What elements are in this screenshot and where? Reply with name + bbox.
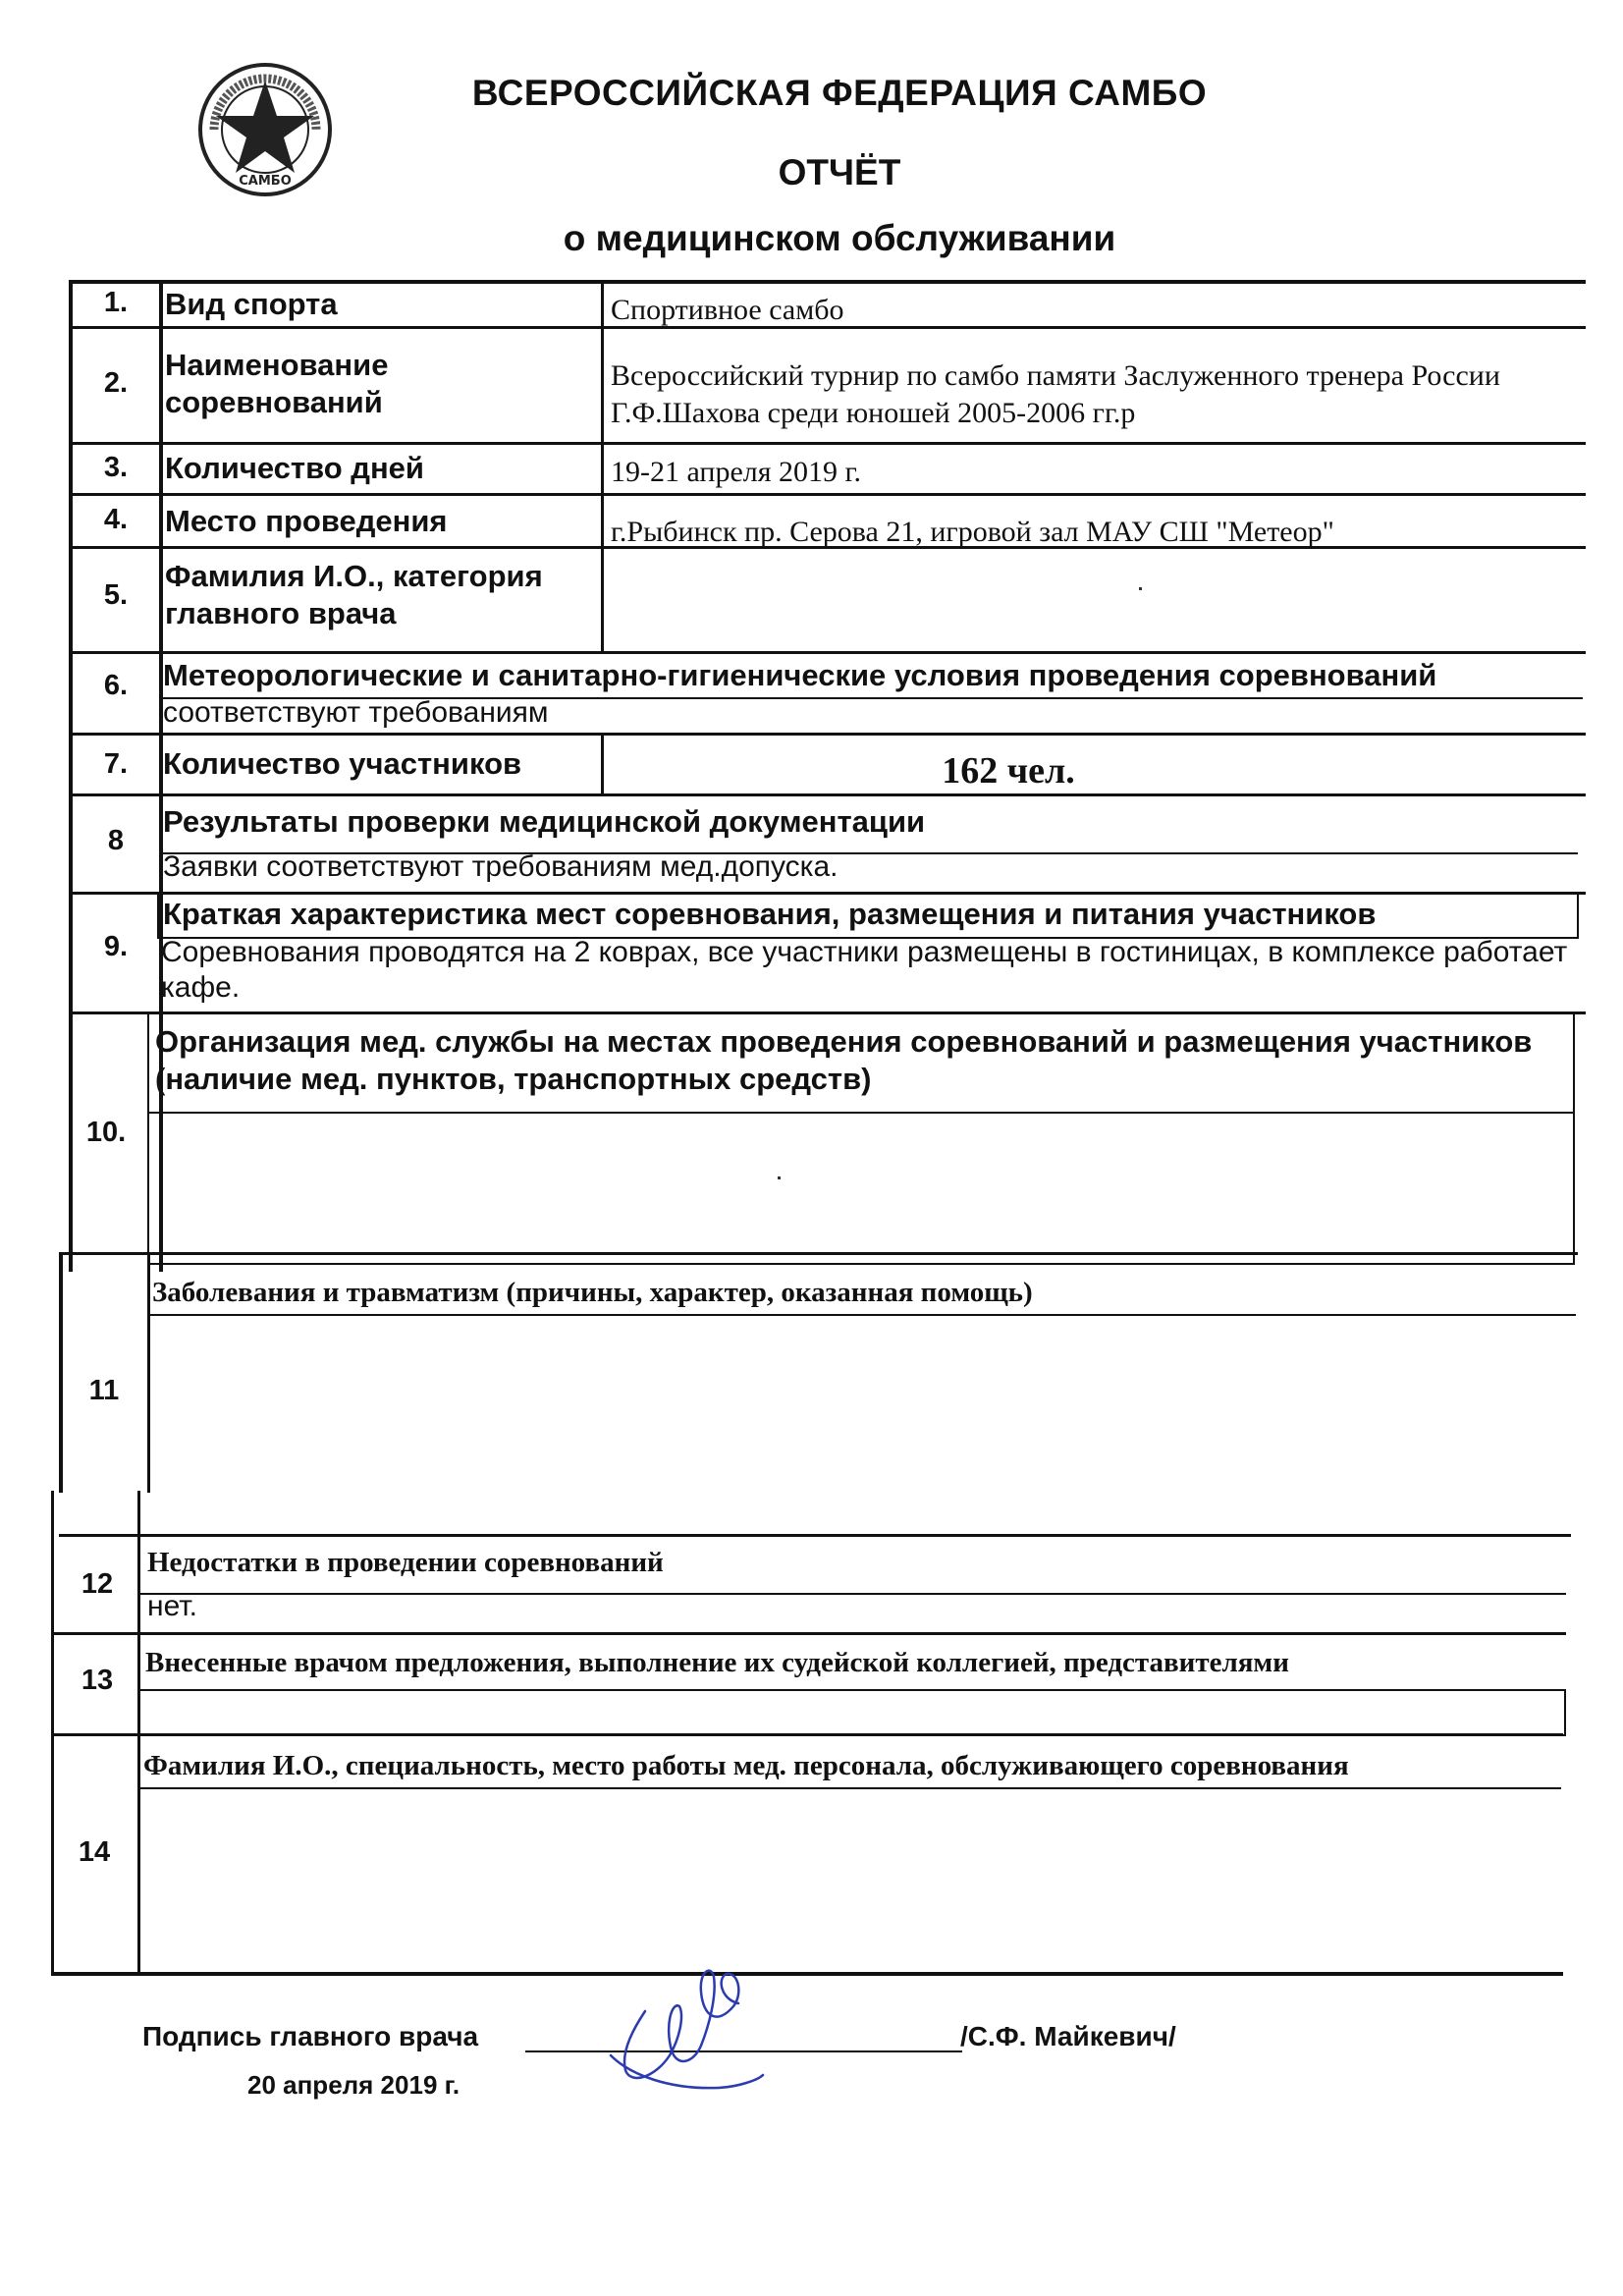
row-heading: Фамилия И.О., специальность, место работы мед. персонала, обслуживающего соревнования <box>143 1750 1349 1781</box>
row-number: 6. <box>103 670 129 701</box>
organization-title: ВСЕРОССИЙСКАЯ ФЕДЕРАЦИЯ САМБО <box>471 73 1208 113</box>
row-label: Фамилия И.О., категория главного врача <box>165 559 543 630</box>
row-heading: Недостатки в проведении соревнований <box>147 1547 664 1578</box>
row-label: Место проведения <box>165 504 448 538</box>
row-number: 8 <box>107 825 125 856</box>
row-text: соответствуют требованиям <box>163 696 549 729</box>
row-number: 4. <box>103 504 129 535</box>
scan-dot <box>1139 587 1142 590</box>
row-number: 12 <box>81 1568 114 1600</box>
row-text: нет. <box>147 1590 198 1622</box>
federation-logo <box>196 61 334 198</box>
row-heading: Краткая характеристика мест соревнования, размещения и питания участников <box>163 897 1377 931</box>
handwritten-signature <box>601 1952 768 2100</box>
row-heading: Организация мед. службы на местах проведения соревнований и размещения участников (наличие мед. пунктов, транспортных средств) <box>155 1024 1533 1096</box>
row-number: 10. <box>85 1117 127 1148</box>
row-text: Соревнования проводятся на 2 коврах, все участники размещены в гостиницах, в комплексе работает кафе. <box>161 936 1568 1004</box>
row-heading: Заболевания и травматизм (причины, характер, оказанная помощь) <box>152 1277 1033 1308</box>
row-value: Спортивное самбо <box>611 294 844 326</box>
report-title: ОТЧЁТ <box>778 152 901 192</box>
row-label: Вид спорта <box>165 287 338 321</box>
scan-dot <box>778 1176 781 1179</box>
row-number: 9. <box>103 931 129 962</box>
row-heading: Метеорологические и санитарно-гигиенические условия проведения соревнований <box>163 658 1437 692</box>
row-number: 3. <box>103 452 129 483</box>
signature-date: 20 апреля 2019 г. <box>247 2070 460 2100</box>
row-text: Заявки соответствуют требованиям мед.допуска. <box>163 850 839 883</box>
row-value: 19-21 апреля 2019 г. <box>611 456 861 488</box>
doctor-name: /С.Ф. Майкевич/ <box>960 2021 1176 2051</box>
row-number: 11 <box>88 1375 120 1406</box>
row-number: 7. <box>103 748 129 780</box>
row-value: Всероссийский турнир по самбо памяти Заслуженного тренера России Г.Ф.Шахова среди юношей 2005-2006 гг.р <box>611 359 1500 429</box>
row-heading: Результаты проверки медицинской документации <box>163 804 926 839</box>
row-value: г.Рыбинск пр. Серова 21, игровой зал МАУ СШ "Метеор" <box>611 516 1334 548</box>
row-number: 2. <box>103 367 129 399</box>
row-number: 14 <box>78 1836 111 1868</box>
row-label: Количество участников <box>163 746 522 781</box>
row-number: 13 <box>81 1665 114 1696</box>
row-number: 5. <box>103 579 129 611</box>
participants-count: 162 чел. <box>942 750 1075 792</box>
row-heading: Внесенные врачом предложения, выполнение их судейской коллегией, представителями <box>145 1647 1289 1678</box>
row-number: 1. <box>103 287 129 318</box>
row-label: Количество дней <box>165 451 424 485</box>
report-subtitle: о медицинском обслуживании <box>563 218 1116 258</box>
row-label: Наименование соревнований <box>165 348 389 419</box>
signature-label: Подпись главного врача <box>142 2021 479 2051</box>
svg-text:САМБО: САМБО <box>239 174 292 189</box>
